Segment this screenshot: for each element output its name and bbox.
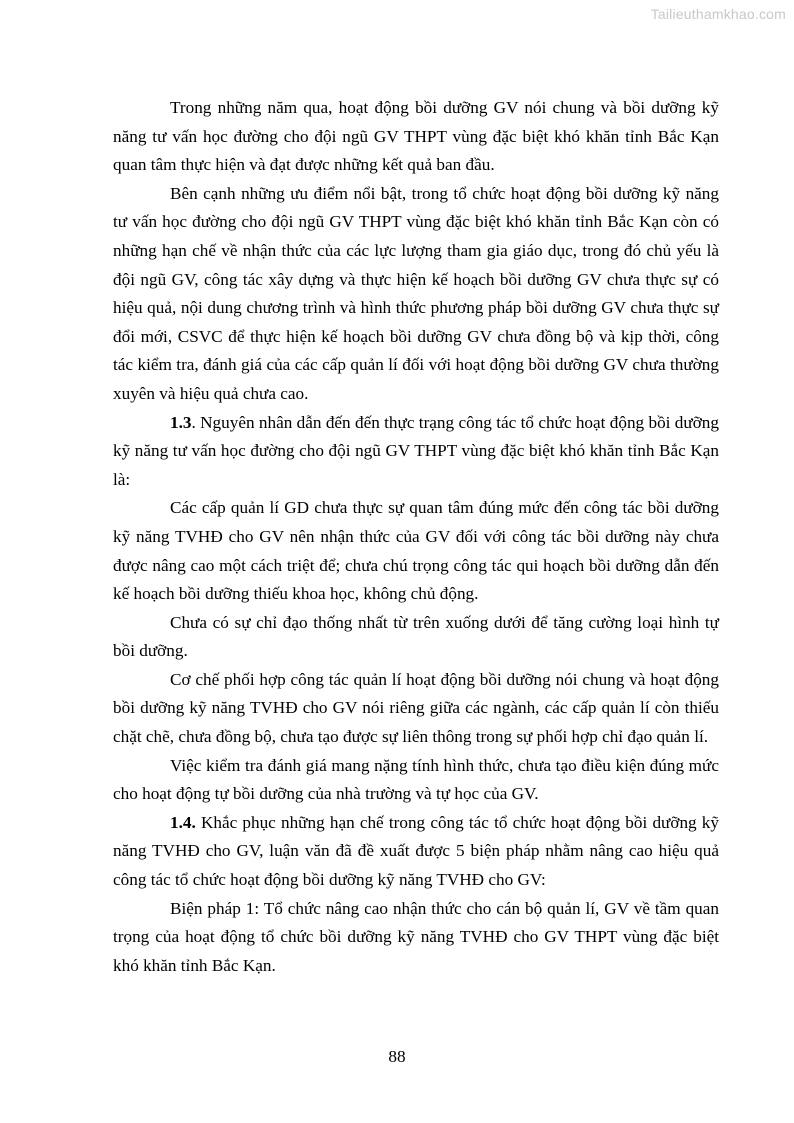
paragraph: Cơ chế phối hợp công tác quản lí hoạt động bồi dưỡng nói chung và hoạt động bồi dưỡng kỹ năng TVHĐ cho GV nói riêng giữa các ngành, các cấp quản lí còn thiếu chặt chẽ, chưa đồng bộ, chưa tạo được sự liên thông trong sự phối hợp chỉ đạo quản lí. [113, 669, 719, 747]
watermark: Tailieuthamkhao.com [650, 6, 786, 22]
paragraph: Việc kiểm tra đánh giá mang nặng tính hình thức, chưa tạo điều kiện đúng mức cho hoạt động tự bồi dưỡng của nhà trường và tự học của GV. [113, 755, 719, 804]
paragraph: Trong những năm qua, hoạt động bồi dưỡng GV nói chung và bồi dưỡng kỹ năng tư vấn học đường cho đội ngũ GV THPT vùng đặc biệt khó khăn tỉnh Bắc Kạn quan tâm thực hiện và đạt được những kết quả ban đầu. [113, 98, 719, 175]
section-number: 1.3 [170, 412, 192, 432]
paragraph [113, 409, 719, 495]
paragraph-text: . Nguyên nhân dẫn đến đến thực trạng công tác tổ chức hoạt động bồi dưỡng kỹ năng tư vấn học đường cho đội ngũ GV THPT vùng đặc biệt khó khăn tỉnh Bắc Kạn là: [113, 412, 719, 489]
paragraph [113, 809, 719, 895]
page-number: 88 [388, 1047, 406, 1066]
paragraph: Chưa có sự chỉ đạo thống nhất từ trên xuống dưới để tăng cường loại hình tự bồi dưỡng. [113, 612, 719, 661]
document-body [113, 94, 719, 980]
paragraph-text: Khắc phục những hạn chế trong công tác tổ chức hoạt động bồi dưỡng kỹ năng TVHĐ cho GV, luận văn đã đề xuất được 5 biện pháp nhằm nâng cao hiệu quả công tác tổ chức hoạt động bồi dưỡng kỹ năng TVHĐ cho GV: [113, 812, 719, 890]
paragraph: Biện pháp 1: Tổ chức nâng cao nhận thức cho cán bộ quản lí, GV về tầm quan trọng của hoạt động tổ chức bồi dưỡng kỹ năng TVHĐ cho GV THPT vùng đặc biệt khó khăn tỉnh Bắc Kạn. [113, 898, 719, 975]
section-number: 1.4. [170, 812, 196, 832]
paragraph: Bên cạnh những ưu điểm nổi bật, trong tổ chức hoạt động bồi dưỡng kỹ năng tư vấn học đường cho đội ngũ GV THPT vùng đặc biệt khó khăn tỉnh Bắc Kạn còn có những hạn chế về nhận thức của các lực lượng tham gia giáo dục, trong đó chủ yếu là đội ngũ GV, công tác xây dựng và thực hiện kế hoạch bồi dưỡng GV chưa thực sự có hiệu quả, nội dung chương trình và hình thức phương pháp bồi dưỡng GV chưa thực sự đổi mới, CSVC để thực hiện kế hoạch bồi dưỡng GV chưa đồng bộ và kịp thời, công tác kiểm tra, đánh giá của các cấp quản lí đối với hoạt động bồi dưỡng GV chưa thường xuyên và hiệu quả chưa cao. [113, 183, 719, 403]
paragraph: Các cấp quản lí GD chưa thực sự quan tâm đúng mức đến công tác bồi dưỡng kỹ năng TVHĐ cho GV nên nhận thức của GV đối với công tác bồi dưỡng này chưa được nâng cao một cách triệt để; chưa chú trọng công tác qui hoạch bồi dưỡng dẫn đến kế hoạch bồi dưỡng thiếu khoa học, không chủ động. [113, 498, 719, 604]
